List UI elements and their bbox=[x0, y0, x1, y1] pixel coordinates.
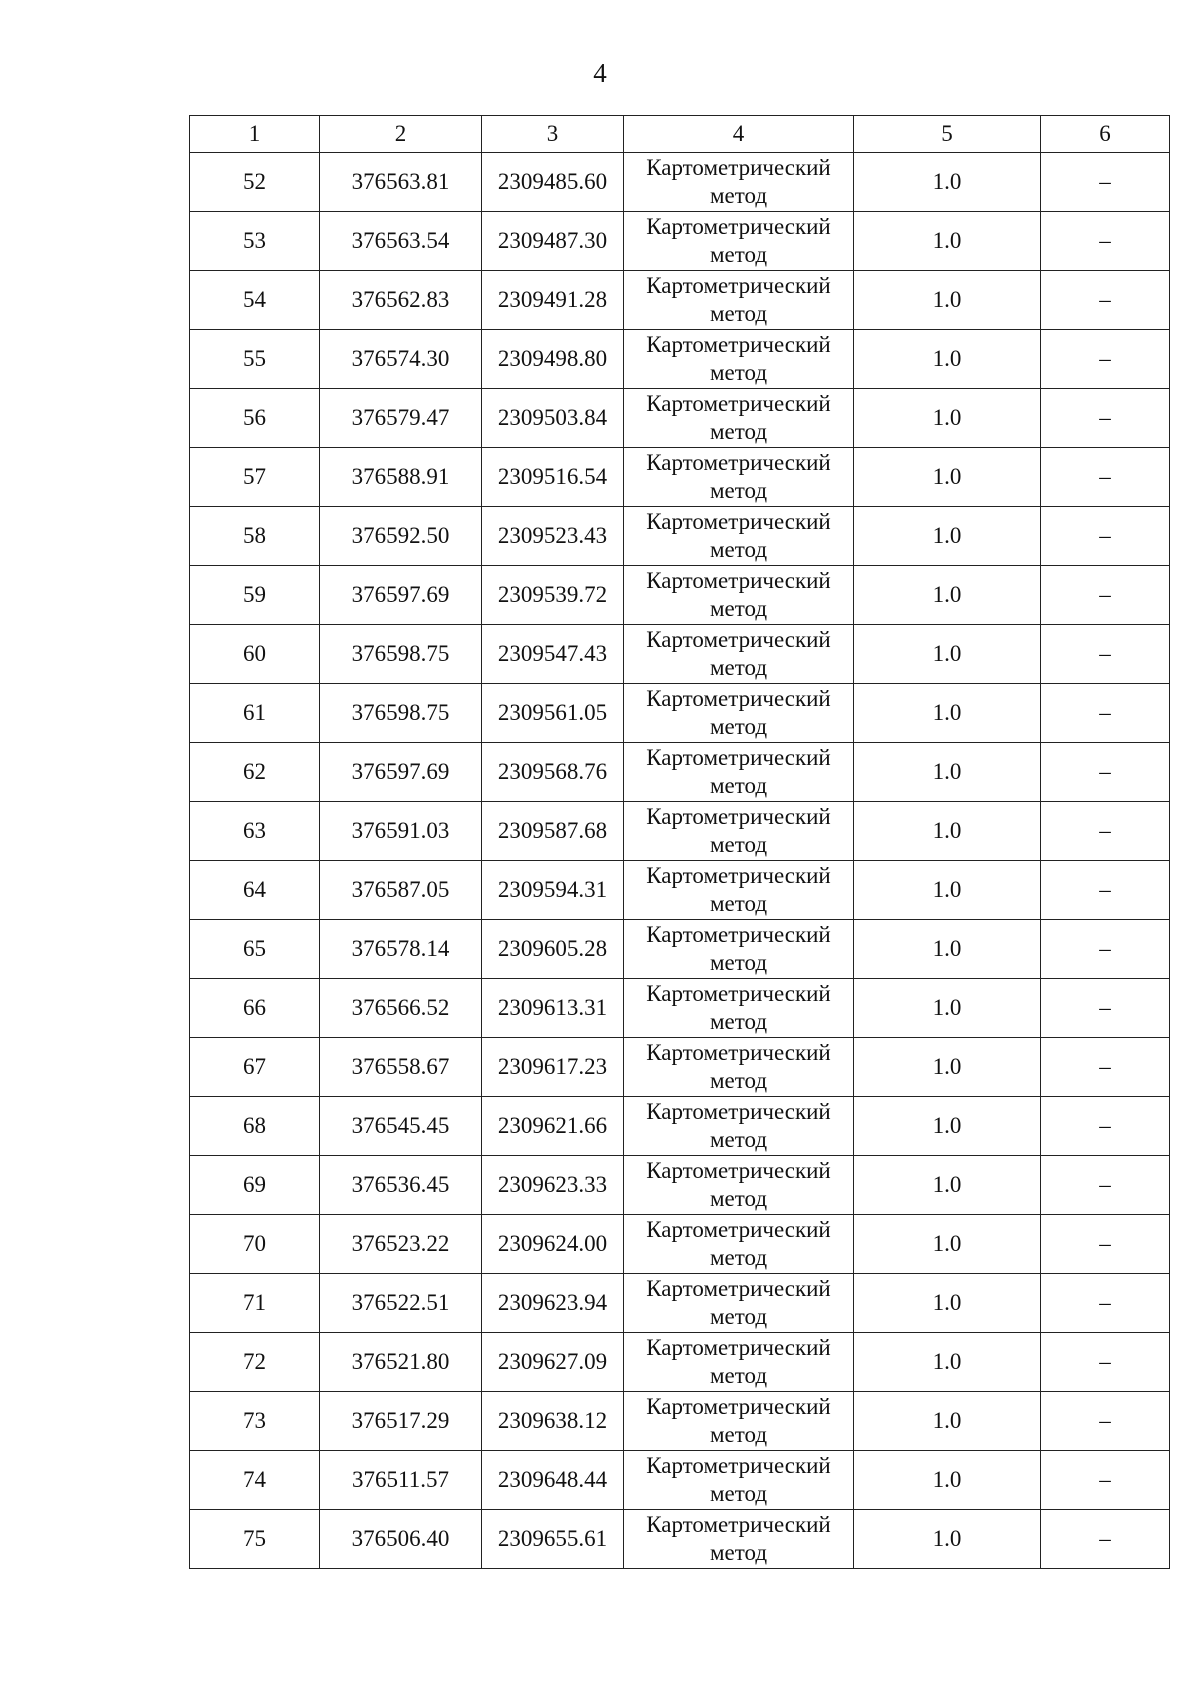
point-number-cell: 59 bbox=[190, 566, 320, 625]
method-line-1: Картометрический bbox=[646, 863, 831, 888]
note-cell: – bbox=[1041, 743, 1170, 802]
accuracy-cell: 1.0 bbox=[854, 1333, 1041, 1392]
table-row bbox=[190, 1215, 1170, 1274]
point-number-cell: 63 bbox=[190, 802, 320, 861]
x-coordinate-cell: 376536.45 bbox=[320, 1156, 482, 1215]
y-coordinate-cell: 2309539.72 bbox=[482, 566, 624, 625]
x-coordinate-cell: 376523.22 bbox=[320, 1215, 482, 1274]
column-header: 3 bbox=[482, 116, 624, 153]
y-coordinate-cell: 2309621.66 bbox=[482, 1097, 624, 1156]
x-coordinate-cell: 376588.91 bbox=[320, 448, 482, 507]
method-cell bbox=[624, 1510, 854, 1569]
method-cell bbox=[624, 1451, 854, 1510]
method-line-2: метод bbox=[709, 596, 768, 621]
note-cell: – bbox=[1041, 861, 1170, 920]
method-line-1: Картометрический bbox=[646, 568, 831, 593]
method-line-2: метод bbox=[709, 1009, 768, 1034]
y-coordinate-cell: 2309613.31 bbox=[482, 979, 624, 1038]
point-number-cell: 65 bbox=[190, 920, 320, 979]
method-line-2: метод bbox=[709, 360, 768, 385]
method-line-1: Картометрический bbox=[646, 745, 831, 770]
table-row bbox=[190, 625, 1170, 684]
method-cell bbox=[624, 1097, 854, 1156]
accuracy-cell: 1.0 bbox=[854, 1038, 1041, 1097]
point-number-cell: 71 bbox=[190, 1274, 320, 1333]
note-cell: – bbox=[1041, 1333, 1170, 1392]
table-row bbox=[190, 271, 1170, 330]
y-coordinate-cell: 2309516.54 bbox=[482, 448, 624, 507]
x-coordinate-cell: 376521.80 bbox=[320, 1333, 482, 1392]
method-cell bbox=[624, 1038, 854, 1097]
method-line-2: метод bbox=[709, 1540, 768, 1565]
method-line-2: метод bbox=[709, 242, 768, 267]
table-row bbox=[190, 802, 1170, 861]
method-line-2: метод bbox=[709, 183, 768, 208]
y-coordinate-cell: 2309627.09 bbox=[482, 1333, 624, 1392]
method-cell bbox=[624, 861, 854, 920]
method-line-2: метод bbox=[709, 1304, 768, 1329]
note-cell: – bbox=[1041, 1392, 1170, 1451]
method-cell bbox=[624, 1215, 854, 1274]
method-line-2: метод bbox=[709, 714, 768, 739]
method-cell bbox=[624, 271, 854, 330]
y-coordinate-cell: 2309487.30 bbox=[482, 212, 624, 271]
table-row bbox=[190, 1510, 1170, 1569]
note-cell: – bbox=[1041, 566, 1170, 625]
note-cell: – bbox=[1041, 271, 1170, 330]
note-cell: – bbox=[1041, 212, 1170, 271]
x-coordinate-cell: 376591.03 bbox=[320, 802, 482, 861]
method-cell bbox=[624, 625, 854, 684]
x-coordinate-cell: 376563.81 bbox=[320, 153, 482, 212]
note-cell: – bbox=[1041, 802, 1170, 861]
point-number-cell: 72 bbox=[190, 1333, 320, 1392]
method-line-2: метод bbox=[709, 1186, 768, 1211]
note-cell: – bbox=[1041, 1097, 1170, 1156]
method-line-2: метод bbox=[709, 950, 768, 975]
method-line-1: Картометрический bbox=[646, 686, 831, 711]
point-number-cell: 62 bbox=[190, 743, 320, 802]
method-line-1: Картометрический bbox=[646, 1276, 831, 1301]
column-header: 4 bbox=[624, 116, 854, 153]
table-row bbox=[190, 448, 1170, 507]
method-cell bbox=[624, 684, 854, 743]
accuracy-cell: 1.0 bbox=[854, 684, 1041, 743]
method-line-2: метод bbox=[709, 1245, 768, 1270]
table-row bbox=[190, 153, 1170, 212]
method-line-1: Картометрический bbox=[646, 1512, 831, 1537]
table-header-row bbox=[190, 116, 1170, 153]
accuracy-cell: 1.0 bbox=[854, 271, 1041, 330]
method-cell bbox=[624, 802, 854, 861]
method-line-2: метод bbox=[709, 537, 768, 562]
y-coordinate-cell: 2309638.12 bbox=[482, 1392, 624, 1451]
y-coordinate-cell: 2309485.60 bbox=[482, 153, 624, 212]
x-coordinate-cell: 376522.51 bbox=[320, 1274, 482, 1333]
method-cell bbox=[624, 743, 854, 802]
y-coordinate-cell: 2309561.05 bbox=[482, 684, 624, 743]
x-coordinate-cell: 376563.54 bbox=[320, 212, 482, 271]
point-number-cell: 75 bbox=[190, 1510, 320, 1569]
method-cell bbox=[624, 330, 854, 389]
x-coordinate-cell: 376506.40 bbox=[320, 1510, 482, 1569]
point-number-cell: 68 bbox=[190, 1097, 320, 1156]
table-row bbox=[190, 566, 1170, 625]
y-coordinate-cell: 2309503.84 bbox=[482, 389, 624, 448]
table-row bbox=[190, 1097, 1170, 1156]
x-coordinate-cell: 376597.69 bbox=[320, 743, 482, 802]
accuracy-cell: 1.0 bbox=[854, 625, 1041, 684]
note-cell: – bbox=[1041, 1274, 1170, 1333]
method-line-1: Картометрический bbox=[646, 627, 831, 652]
note-cell: – bbox=[1041, 684, 1170, 743]
method-line-2: метод bbox=[709, 1363, 768, 1388]
method-cell bbox=[624, 212, 854, 271]
table-row bbox=[190, 1392, 1170, 1451]
table-row bbox=[190, 330, 1170, 389]
note-cell: – bbox=[1041, 979, 1170, 1038]
note-cell: – bbox=[1041, 389, 1170, 448]
x-coordinate-cell: 376517.29 bbox=[320, 1392, 482, 1451]
note-cell: – bbox=[1041, 625, 1170, 684]
table-row bbox=[190, 389, 1170, 448]
x-coordinate-cell: 376574.30 bbox=[320, 330, 482, 389]
accuracy-cell: 1.0 bbox=[854, 743, 1041, 802]
y-coordinate-cell: 2309623.33 bbox=[482, 1156, 624, 1215]
y-coordinate-cell: 2309605.28 bbox=[482, 920, 624, 979]
y-coordinate-cell: 2309624.00 bbox=[482, 1215, 624, 1274]
method-line-1: Картометрический bbox=[646, 922, 831, 947]
method-line-1: Картометрический bbox=[646, 1335, 831, 1360]
point-number-cell: 69 bbox=[190, 1156, 320, 1215]
method-line-1: Картометрический bbox=[646, 155, 831, 180]
table-row bbox=[190, 1038, 1170, 1097]
note-cell: – bbox=[1041, 920, 1170, 979]
method-line-1: Картометрический bbox=[646, 1099, 831, 1124]
table-row bbox=[190, 861, 1170, 920]
point-number-cell: 54 bbox=[190, 271, 320, 330]
method-cell bbox=[624, 1392, 854, 1451]
accuracy-cell: 1.0 bbox=[854, 1451, 1041, 1510]
method-line-1: Картометрический bbox=[646, 450, 831, 475]
table-row bbox=[190, 1274, 1170, 1333]
table-row bbox=[190, 920, 1170, 979]
table-row bbox=[190, 212, 1170, 271]
method-cell bbox=[624, 1333, 854, 1392]
method-cell bbox=[624, 979, 854, 1038]
note-cell: – bbox=[1041, 1451, 1170, 1510]
method-line-2: метод bbox=[709, 773, 768, 798]
point-number-cell: 67 bbox=[190, 1038, 320, 1097]
method-line-1: Картометрический bbox=[646, 273, 831, 298]
point-number-cell: 58 bbox=[190, 507, 320, 566]
accuracy-cell: 1.0 bbox=[854, 1274, 1041, 1333]
y-coordinate-cell: 2309623.94 bbox=[482, 1274, 624, 1333]
table-body bbox=[190, 153, 1170, 1569]
method-line-1: Картометрический bbox=[646, 1217, 831, 1242]
table-row bbox=[190, 743, 1170, 802]
method-cell bbox=[624, 507, 854, 566]
point-number-cell: 64 bbox=[190, 861, 320, 920]
table-row bbox=[190, 684, 1170, 743]
note-cell: – bbox=[1041, 507, 1170, 566]
y-coordinate-cell: 2309648.44 bbox=[482, 1451, 624, 1510]
method-line-1: Картометрический bbox=[646, 332, 831, 357]
method-line-2: метод bbox=[709, 655, 768, 680]
accuracy-cell: 1.0 bbox=[854, 1097, 1041, 1156]
method-cell bbox=[624, 389, 854, 448]
column-header: 2 bbox=[320, 116, 482, 153]
x-coordinate-cell: 376511.57 bbox=[320, 1451, 482, 1510]
x-coordinate-cell: 376579.47 bbox=[320, 389, 482, 448]
x-coordinate-cell: 376545.45 bbox=[320, 1097, 482, 1156]
note-cell: – bbox=[1041, 153, 1170, 212]
accuracy-cell: 1.0 bbox=[854, 1215, 1041, 1274]
column-header: 6 bbox=[1041, 116, 1170, 153]
method-line-1: Картометрический bbox=[646, 391, 831, 416]
x-coordinate-cell: 376598.75 bbox=[320, 625, 482, 684]
method-line-2: метод bbox=[709, 1068, 768, 1093]
page-number: 4 bbox=[593, 58, 607, 88]
accuracy-cell: 1.0 bbox=[854, 1392, 1041, 1451]
point-number-cell: 56 bbox=[190, 389, 320, 448]
x-coordinate-cell: 376598.75 bbox=[320, 684, 482, 743]
method-cell bbox=[624, 566, 854, 625]
accuracy-cell: 1.0 bbox=[854, 1510, 1041, 1569]
accuracy-cell: 1.0 bbox=[854, 920, 1041, 979]
y-coordinate-cell: 2309523.43 bbox=[482, 507, 624, 566]
column-header: 1 bbox=[190, 116, 320, 153]
point-number-cell: 70 bbox=[190, 1215, 320, 1274]
accuracy-cell: 1.0 bbox=[854, 979, 1041, 1038]
method-line-1: Картометрический bbox=[646, 981, 831, 1006]
x-coordinate-cell: 376558.67 bbox=[320, 1038, 482, 1097]
method-line-1: Картометрический bbox=[646, 1040, 831, 1065]
point-number-cell: 60 bbox=[190, 625, 320, 684]
accuracy-cell: 1.0 bbox=[854, 507, 1041, 566]
method-line-2: метод bbox=[709, 478, 768, 503]
method-cell bbox=[624, 448, 854, 507]
y-coordinate-cell: 2309587.68 bbox=[482, 802, 624, 861]
x-coordinate-cell: 376578.14 bbox=[320, 920, 482, 979]
note-cell: – bbox=[1041, 1510, 1170, 1569]
y-coordinate-cell: 2309655.61 bbox=[482, 1510, 624, 1569]
x-coordinate-cell: 376597.69 bbox=[320, 566, 482, 625]
accuracy-cell: 1.0 bbox=[854, 448, 1041, 507]
table-row bbox=[190, 1333, 1170, 1392]
method-cell bbox=[624, 920, 854, 979]
accuracy-cell: 1.0 bbox=[854, 566, 1041, 625]
method-line-2: метод bbox=[709, 1422, 768, 1447]
method-line-2: метод bbox=[709, 891, 768, 916]
method-cell bbox=[624, 1274, 854, 1333]
point-number-cell: 55 bbox=[190, 330, 320, 389]
y-coordinate-cell: 2309547.43 bbox=[482, 625, 624, 684]
table-row bbox=[190, 1451, 1170, 1510]
x-coordinate-cell: 376592.50 bbox=[320, 507, 482, 566]
x-coordinate-cell: 376562.83 bbox=[320, 271, 482, 330]
point-number-cell: 52 bbox=[190, 153, 320, 212]
method-line-2: метод bbox=[709, 832, 768, 857]
point-number-cell: 61 bbox=[190, 684, 320, 743]
method-line-1: Картометрический bbox=[646, 509, 831, 534]
point-number-cell: 53 bbox=[190, 212, 320, 271]
method-cell bbox=[624, 1156, 854, 1215]
table-row bbox=[190, 979, 1170, 1038]
method-line-2: метод bbox=[709, 1481, 768, 1506]
accuracy-cell: 1.0 bbox=[854, 802, 1041, 861]
note-cell: – bbox=[1041, 330, 1170, 389]
accuracy-cell: 1.0 bbox=[854, 1156, 1041, 1215]
accuracy-cell: 1.0 bbox=[854, 861, 1041, 920]
method-line-2: метод bbox=[709, 1127, 768, 1152]
y-coordinate-cell: 2309491.28 bbox=[482, 271, 624, 330]
method-line-1: Картометрический bbox=[646, 1394, 831, 1419]
y-coordinate-cell: 2309498.80 bbox=[482, 330, 624, 389]
y-coordinate-cell: 2309594.31 bbox=[482, 861, 624, 920]
accuracy-cell: 1.0 bbox=[854, 330, 1041, 389]
method-line-1: Картометрический bbox=[646, 1158, 831, 1183]
point-number-cell: 74 bbox=[190, 1451, 320, 1510]
y-coordinate-cell: 2309617.23 bbox=[482, 1038, 624, 1097]
table-row bbox=[190, 507, 1170, 566]
x-coordinate-cell: 376566.52 bbox=[320, 979, 482, 1038]
accuracy-cell: 1.0 bbox=[854, 389, 1041, 448]
note-cell: – bbox=[1041, 448, 1170, 507]
accuracy-cell: 1.0 bbox=[854, 153, 1041, 212]
method-cell bbox=[624, 153, 854, 212]
method-line-1: Картометрический bbox=[646, 1453, 831, 1478]
y-coordinate-cell: 2309568.76 bbox=[482, 743, 624, 802]
method-line-1: Картометрический bbox=[646, 214, 831, 239]
method-line-1: Картометрический bbox=[646, 804, 831, 829]
point-number-cell: 66 bbox=[190, 979, 320, 1038]
note-cell: – bbox=[1041, 1038, 1170, 1097]
table-row bbox=[190, 1156, 1170, 1215]
x-coordinate-cell: 376587.05 bbox=[320, 861, 482, 920]
note-cell: – bbox=[1041, 1215, 1170, 1274]
note-cell: – bbox=[1041, 1156, 1170, 1215]
method-line-2: метод bbox=[709, 419, 768, 444]
method-line-2: метод bbox=[709, 301, 768, 326]
column-header: 5 bbox=[854, 116, 1041, 153]
point-number-cell: 57 bbox=[190, 448, 320, 507]
accuracy-cell: 1.0 bbox=[854, 212, 1041, 271]
coordinates-table bbox=[189, 115, 1170, 1569]
point-number-cell: 73 bbox=[190, 1392, 320, 1451]
